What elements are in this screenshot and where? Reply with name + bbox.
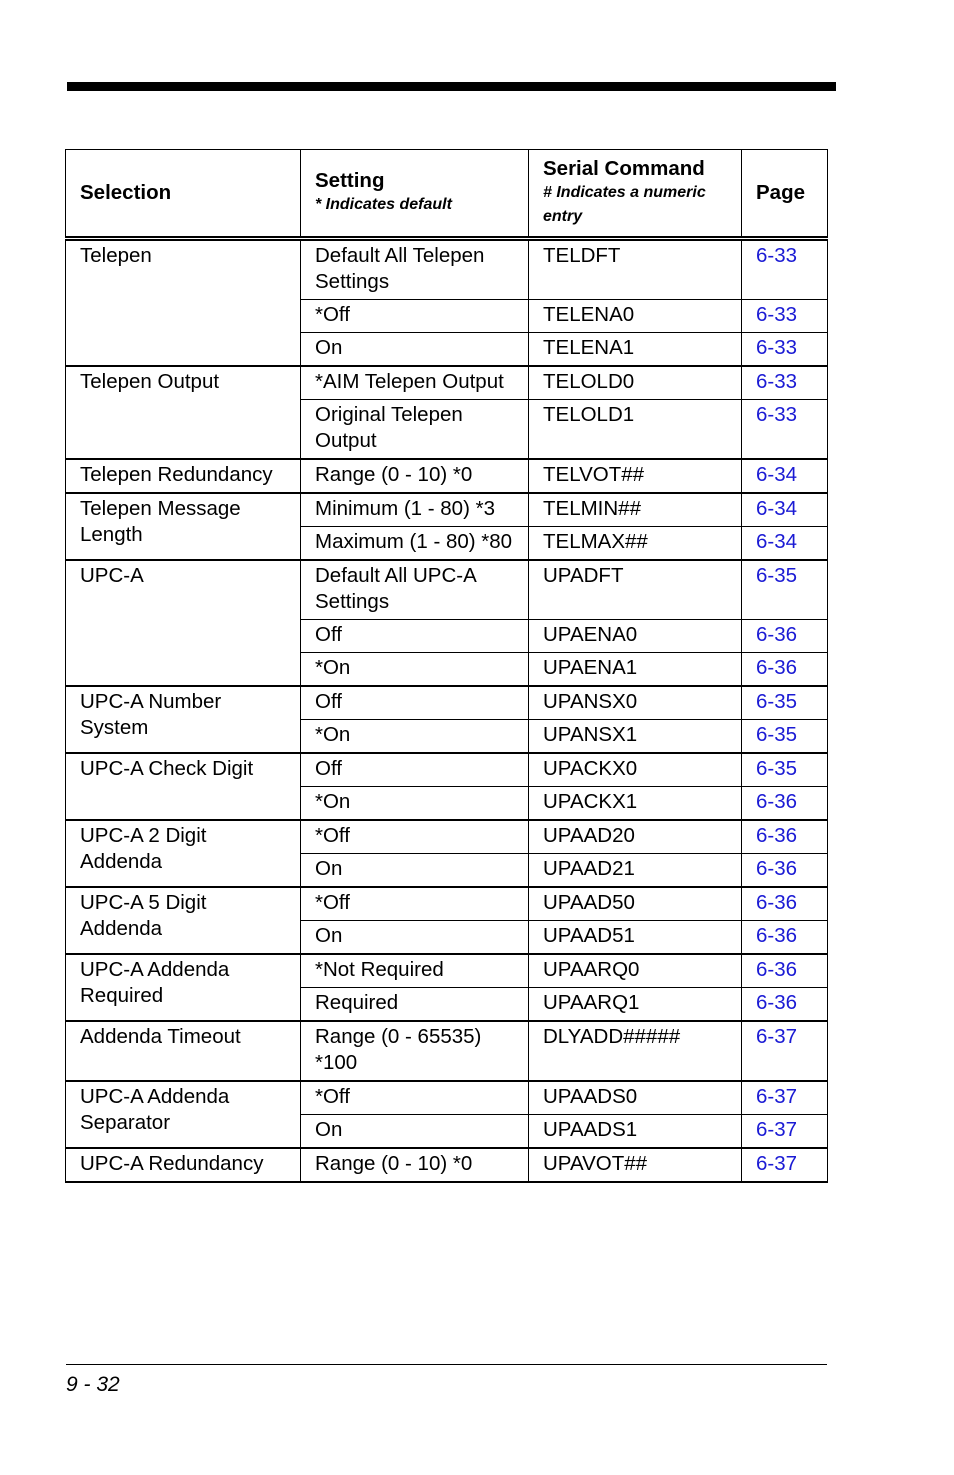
header-page: Page xyxy=(742,150,828,239)
serial-command-cell: TELENA1 xyxy=(529,333,742,367)
serial-command-cell: UPADFT xyxy=(529,560,742,620)
serial-command-cell: UPAAD21 xyxy=(529,854,742,888)
setting-cell: Range (0 - 10) *0 xyxy=(301,459,529,493)
page-cell xyxy=(742,560,828,620)
page-link[interactable]: 6-33 xyxy=(756,403,798,426)
page-cell xyxy=(742,787,828,821)
page-link[interactable]: 6-35 xyxy=(756,564,798,587)
header-serial-note: # Indicates a numeric entry xyxy=(543,184,706,225)
serial-command-cell: DLYADD##### xyxy=(529,1021,742,1081)
serial-command-cell: UPAADS0 xyxy=(529,1081,742,1115)
setting-cell: *On xyxy=(301,653,529,687)
serial-command-cell: UPANSX0 xyxy=(529,686,742,720)
serial-command-cell: TELENA0 xyxy=(529,300,742,333)
page-cell xyxy=(742,620,828,653)
selection-cell: Telepen Message Length xyxy=(66,493,301,560)
selection-cell: Addenda Timeout xyxy=(66,1021,301,1081)
selection-cell: UPC-A Addenda Separator xyxy=(66,1081,301,1148)
page-link[interactable]: 6-36 xyxy=(756,790,798,813)
page-link[interactable]: 6-37 xyxy=(756,1025,798,1048)
page-link[interactable]: 6-37 xyxy=(756,1152,798,1175)
page-cell xyxy=(742,459,828,493)
setting-cell: Off xyxy=(301,686,529,720)
serial-command-cell: UPACKX1 xyxy=(529,787,742,821)
setting-cell: Minimum (1 - 80) *3 xyxy=(301,493,529,527)
page-link[interactable]: 6-33 xyxy=(756,303,798,326)
page-link[interactable]: 6-34 xyxy=(756,530,798,553)
table-row xyxy=(66,954,828,988)
header-setting-note: * Indicates default xyxy=(315,196,452,213)
serial-command-cell: TELOLD1 xyxy=(529,400,742,460)
setting-cell: Required xyxy=(301,988,529,1022)
setting-cell: *Off xyxy=(301,300,529,333)
setting-cell: *Off xyxy=(301,820,529,854)
serial-command-cell: UPANSX1 xyxy=(529,720,742,754)
table-row xyxy=(66,1021,828,1081)
table-header-row xyxy=(66,150,828,239)
page-cell xyxy=(742,300,828,333)
table-row xyxy=(66,753,828,787)
serial-command-cell: UPAENA1 xyxy=(529,653,742,687)
setting-cell: Off xyxy=(301,620,529,653)
selection-cell: UPC-A Check Digit xyxy=(66,753,301,820)
page-cell xyxy=(742,653,828,687)
setting-cell: On xyxy=(301,854,529,888)
page-link[interactable]: 6-35 xyxy=(756,690,798,713)
page-link[interactable]: 6-37 xyxy=(756,1085,798,1108)
page-cell xyxy=(742,527,828,561)
table-row xyxy=(66,239,828,300)
serial-command-cell: UPACKX0 xyxy=(529,753,742,787)
table-body xyxy=(66,239,828,1183)
page-link[interactable]: 6-33 xyxy=(756,370,798,393)
page-cell xyxy=(742,854,828,888)
page-link[interactable]: 6-36 xyxy=(756,623,798,646)
selection-cell: Telepen Redundancy xyxy=(66,459,301,493)
table-row xyxy=(66,560,828,620)
page-cell xyxy=(742,954,828,988)
serial-command-table xyxy=(65,149,828,1183)
page-cell xyxy=(742,493,828,527)
setting-cell: *Off xyxy=(301,887,529,921)
page-link[interactable]: 6-36 xyxy=(756,891,798,914)
page-link[interactable]: 6-34 xyxy=(756,497,798,520)
serial-command-cell: UPAARQ1 xyxy=(529,988,742,1022)
setting-cell: On xyxy=(301,1115,529,1149)
page-link[interactable]: 6-35 xyxy=(756,757,798,780)
serial-command-cell: UPAVOT## xyxy=(529,1148,742,1182)
setting-cell: Maximum (1 - 80) *80 xyxy=(301,527,529,561)
setting-cell: *On xyxy=(301,787,529,821)
page-link[interactable]: 6-37 xyxy=(756,1118,798,1141)
page-link[interactable]: 6-35 xyxy=(756,723,798,746)
page-cell xyxy=(742,1148,828,1182)
setting-cell: Range (0 - 65535) *100 xyxy=(301,1021,529,1081)
page-link[interactable]: 6-36 xyxy=(756,857,798,880)
serial-command-cell: UPAADS1 xyxy=(529,1115,742,1149)
top-rule xyxy=(67,82,836,91)
setting-cell: Original Telepen Output xyxy=(301,400,529,460)
serial-command-cell: UPAARQ0 xyxy=(529,954,742,988)
page-cell xyxy=(742,921,828,955)
serial-command-cell: TELMAX## xyxy=(529,527,742,561)
selection-cell: UPC-A 5 Digit Addenda xyxy=(66,887,301,954)
page-number: 9 - 32 xyxy=(66,1373,120,1396)
page-cell xyxy=(742,1081,828,1115)
page-cell xyxy=(742,1021,828,1081)
serial-command-cell: TELMIN## xyxy=(529,493,742,527)
page-cell xyxy=(742,333,828,367)
setting-cell: *Off xyxy=(301,1081,529,1115)
setting-cell: Range (0 - 10) *0 xyxy=(301,1148,529,1182)
header-selection: Selection xyxy=(66,150,301,239)
table-row xyxy=(66,1081,828,1115)
serial-command-cell: UPAAD20 xyxy=(529,820,742,854)
page-link[interactable]: 6-36 xyxy=(756,656,798,679)
setting-cell: *Not Required xyxy=(301,954,529,988)
serial-command-cell: TELVOT## xyxy=(529,459,742,493)
page-cell xyxy=(742,820,828,854)
page-link[interactable]: 6-36 xyxy=(756,991,798,1014)
page-link[interactable]: 6-33 xyxy=(756,244,798,267)
page-cell xyxy=(742,686,828,720)
page-link[interactable]: 6-33 xyxy=(756,336,798,359)
selection-cell: Telepen Output xyxy=(66,366,301,459)
table-row xyxy=(66,820,828,854)
setting-cell: Off xyxy=(301,753,529,787)
header-serial-command: Serial Command # Indicates a numeric entry xyxy=(529,150,742,239)
serial-command-cell: UPAAD50 xyxy=(529,887,742,921)
page-cell xyxy=(742,988,828,1022)
table-row xyxy=(66,887,828,921)
selection-cell: UPC-A 2 Digit Addenda xyxy=(66,820,301,887)
page-cell xyxy=(742,239,828,300)
table-row xyxy=(66,366,828,400)
page-cell xyxy=(742,720,828,754)
page-cell xyxy=(742,400,828,460)
setting-cell: *On xyxy=(301,720,529,754)
page-link[interactable]: 6-36 xyxy=(756,824,798,847)
setting-cell: Default All Telepen Settings xyxy=(301,239,529,300)
serial-command-cell: UPAENA0 xyxy=(529,620,742,653)
page-link[interactable]: 6-36 xyxy=(756,958,798,981)
table-row xyxy=(66,1148,828,1182)
table-row xyxy=(66,686,828,720)
page-cell xyxy=(742,887,828,921)
selection-cell: UPC-A Addenda Required xyxy=(66,954,301,1021)
table-row xyxy=(66,493,828,527)
serial-command-cell: TELOLD0 xyxy=(529,366,742,400)
header-setting: Setting * Indicates default xyxy=(301,150,529,239)
serial-command-cell: UPAAD51 xyxy=(529,921,742,955)
setting-cell: On xyxy=(301,333,529,367)
page-link[interactable]: 6-34 xyxy=(756,463,798,486)
selection-cell: UPC-A Redundancy xyxy=(66,1148,301,1182)
setting-cell: *AIM Telepen Output xyxy=(301,366,529,400)
page-cell xyxy=(742,753,828,787)
setting-cell: Default All UPC-A Settings xyxy=(301,560,529,620)
selection-cell: UPC-A xyxy=(66,560,301,686)
selection-cell: Telepen xyxy=(66,239,301,367)
setting-cell: On xyxy=(301,921,529,955)
page-cell xyxy=(742,1115,828,1149)
table-row xyxy=(66,459,828,493)
selection-cell: UPC-A Number System xyxy=(66,686,301,753)
page-link[interactable]: 6-36 xyxy=(756,924,798,947)
bottom-rule xyxy=(66,1364,827,1365)
page-cell xyxy=(742,366,828,400)
serial-command-cell: TELDFT xyxy=(529,239,742,300)
